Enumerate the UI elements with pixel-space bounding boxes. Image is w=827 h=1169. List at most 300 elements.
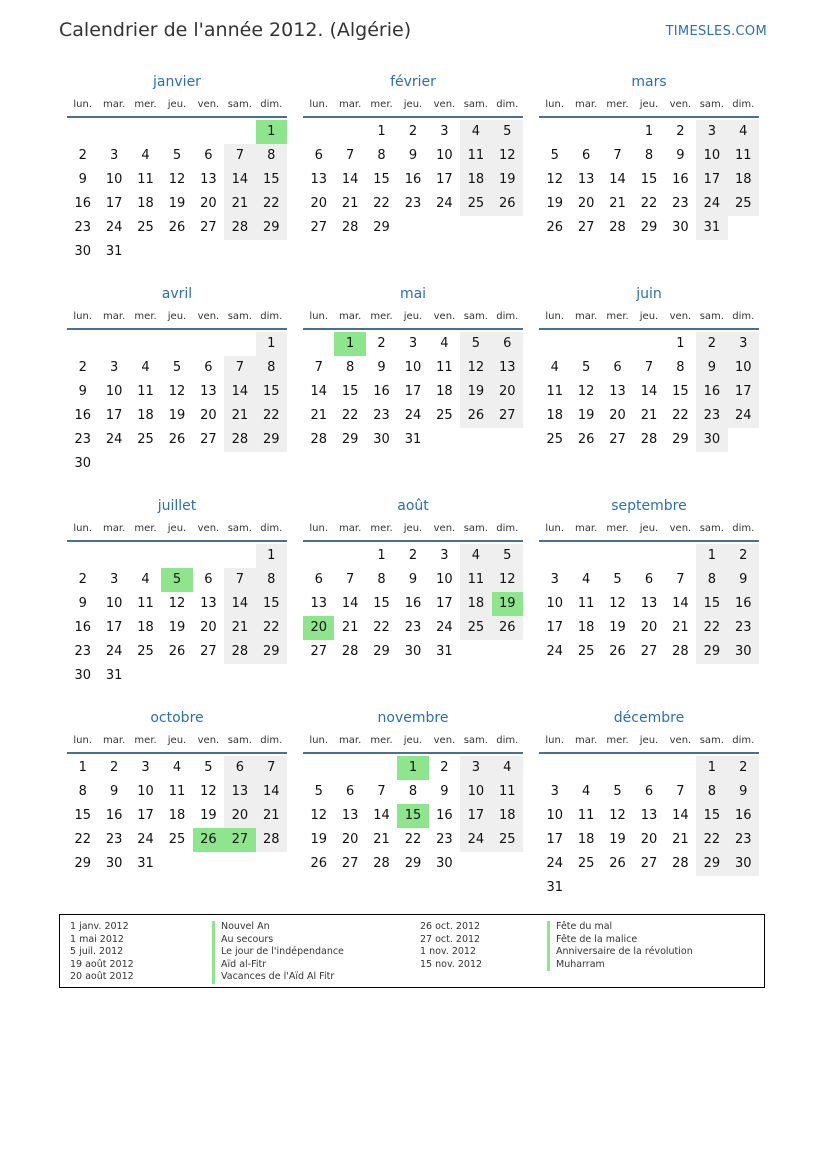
day-cell: 30 [373,432,390,447]
day-cell: 6 [581,148,591,163]
empty-cell [193,544,224,568]
day-cell: 5 [172,148,182,163]
weekday-label: ven. [197,99,220,110]
weekday-label: mar. [103,311,126,322]
day-cell: 3 [550,784,559,799]
day-cell: 25 [436,408,453,423]
page-title: Calendrier de l'année 2012. (Algérie) [59,19,412,41]
day-cell: 22 [696,828,727,852]
day-cell: 5 [460,332,491,356]
day-grid [67,120,287,264]
day-cell: 19 [200,808,217,823]
day-cell: 6 [644,572,654,587]
day-cell: 1 [644,124,654,139]
day-cell: 30 [436,856,453,871]
day-cell: 1 [78,760,87,775]
day-cell: 24 [404,408,422,423]
day-cell: 22 [74,832,91,847]
weekday-header [67,305,287,330]
empty-cell [193,452,224,476]
day-cell: 16 [105,808,123,823]
day-cell: 3 [109,148,119,163]
weekday-label: jeu. [639,311,659,322]
empty-cell [460,428,491,452]
day-cell: 4 [460,544,491,568]
day-cell: 25 [546,432,563,447]
empty-cell [161,120,192,144]
legend-holiday-name: Le jour de l'indépendance [212,946,344,959]
day-cell: 24 [137,832,154,847]
day-cell: 26 [492,616,523,640]
empty-cell [256,852,287,876]
weekday-label: mar. [103,735,126,746]
weekday-label: ven. [433,311,456,322]
empty-cell [224,664,255,688]
weekday-label: dim. [260,311,283,322]
empty-cell [161,240,192,264]
weekday-label: dim. [496,735,519,746]
day-cell: 10 [105,172,123,187]
day-cell: 11 [168,784,186,799]
day-grid [303,120,523,240]
empty-cell [665,756,696,780]
month-10 [303,708,523,916]
empty-cell [539,332,570,356]
day-cell: 6 [224,756,255,780]
empty-cell [602,756,633,780]
empty-cell [602,120,633,144]
day-cell: 27 [200,644,217,659]
day-cell: 23 [696,404,727,428]
day-cell: 13 [640,808,658,823]
weekday-label: ven. [433,523,456,534]
empty-cell [98,452,129,476]
day-cell: 7 [676,572,685,587]
empty-cell [193,120,224,144]
empty-cell [130,664,161,688]
day-cell: 27 [224,828,255,852]
day-cell: 9 [408,572,418,587]
day-cell: 9 [78,172,87,187]
day-cell: 11 [460,568,491,592]
day-cell: 15 [74,808,91,823]
weekday-label: dim. [496,99,519,110]
day-cell: 24 [728,404,759,428]
day-cell: 21 [672,620,689,635]
day-cell: 28 [224,640,255,664]
weekday-label: sam. [227,735,252,746]
months-grid [67,72,759,916]
day-cell: 28 [224,216,255,240]
weekday-label: lun. [309,311,329,322]
weekday-label: mer. [134,99,157,110]
day-cell: 17 [404,384,422,399]
day-cell: 17 [105,408,123,423]
day-cell: 13 [310,596,327,611]
empty-cell [633,876,664,900]
day-cell: 28 [640,432,658,447]
day-cell: 12 [492,144,523,168]
day-cell: 17 [105,620,123,635]
empty-cell [161,852,192,876]
holiday-legend [59,914,765,988]
month-0 [67,72,287,280]
day-cell: 18 [460,592,491,616]
weekday-label: sam. [699,311,724,322]
empty-cell [460,640,491,664]
day-cell: 18 [460,168,491,192]
day-cell: 26 [577,432,595,447]
day-cell: 31 [105,668,123,683]
day-cell: 23 [105,832,123,847]
day-cell: 30 [728,852,759,876]
day-cell: 4 [492,756,523,780]
empty-cell [224,240,255,264]
empty-cell [303,120,334,144]
day-cell: 25 [137,432,154,447]
day-cell: 23 [672,196,689,211]
empty-cell [193,240,224,264]
day-cell: 10 [105,384,123,399]
day-cell: 16 [436,808,453,823]
month-name: mars [631,74,667,90]
legend-holiday-name: Muharram [547,959,693,972]
day-cell: 18 [728,168,759,192]
month-8 [539,496,759,704]
day-cell: 22 [640,196,658,211]
empty-cell [602,876,633,900]
weekday-label: mar. [339,311,362,322]
day-cell: 13 [200,384,217,399]
empty-cell [161,664,192,688]
day-grid [539,544,759,664]
day-cell: 24 [460,828,491,852]
day-cell: 23 [404,196,422,211]
day-cell: 4 [141,572,150,587]
day-cell: 2 [78,148,87,163]
day-cell: 19 [492,168,523,192]
day-cell: 25 [460,192,491,216]
day-cell: 25 [168,832,186,847]
legend-holiday-name: Fête de la malice [547,934,693,947]
day-cell: 22 [256,192,287,216]
day-cell: 2 [408,124,418,139]
day-cell: 2 [728,544,759,568]
day-cell: 27 [492,404,523,428]
day-cell: 13 [492,356,523,380]
legend-left-dates [70,921,134,984]
day-cell: 4 [141,360,150,375]
day-cell: 16 [74,620,91,635]
weekday-label: ven. [669,735,692,746]
day-cell: 13 [609,384,626,399]
day-cell: 18 [137,196,154,211]
day-cell: 22 [672,408,689,423]
legend-date: 1 janv. 2012 [70,921,129,932]
empty-cell [492,852,523,876]
month-name: juin [636,286,662,302]
weekday-label: lun. [73,99,93,110]
weekday-label: lun. [545,523,565,534]
empty-cell [539,756,570,780]
weekday-label: lun. [545,99,565,110]
day-cell: 8 [676,360,685,375]
weekday-label: dim. [260,735,283,746]
empty-cell [303,544,334,568]
day-cell: 27 [577,220,595,235]
day-cell: 1 [397,756,428,780]
day-cell: 28 [672,644,689,659]
day-cell: 18 [546,408,563,423]
weekday-label: mer. [134,735,157,746]
day-cell: 16 [696,380,727,404]
day-cell: 24 [546,856,563,871]
weekday-label: mar. [103,523,126,534]
empty-cell [492,428,523,452]
empty-cell [224,120,255,144]
day-cell: 29 [696,640,727,664]
day-cell: 2 [676,124,685,139]
day-cell: 19 [460,380,491,404]
day-cell: 4 [728,120,759,144]
day-cell: 25 [137,220,154,235]
day-cell: 21 [341,196,359,211]
day-cell: 21 [224,404,255,428]
weekday-label: sam. [463,311,488,322]
day-cell: 8 [377,148,386,163]
weekday-label: ven. [433,99,456,110]
weekday-label: ven. [197,523,220,534]
day-cell: 3 [550,572,559,587]
day-cell: 16 [404,172,422,187]
day-cell: 31 [137,856,154,871]
day-cell: 31 [404,432,422,447]
day-cell: 30 [105,856,123,871]
day-cell: 25 [577,856,595,871]
day-cell: 15 [397,804,428,828]
day-cell: 8 [377,572,386,587]
day-cell: 5 [492,544,523,568]
month-name: juillet [157,498,197,514]
day-cell: 1 [256,332,287,356]
empty-cell [570,876,601,900]
weekday-label: sam. [463,99,488,110]
day-cell: 17 [436,596,453,611]
day-cell: 3 [408,336,418,351]
day-cell: 14 [256,780,287,804]
empty-cell [130,332,161,356]
legend-holiday-name: Nouvel An [212,921,344,934]
day-cell: 19 [492,592,523,616]
day-cell: 10 [546,596,563,611]
day-cell: 22 [256,404,287,428]
day-cell: 9 [78,596,87,611]
weekday-label: mar. [575,311,598,322]
day-cell: 12 [609,596,626,611]
day-cell: 11 [436,360,453,375]
day-cell: 11 [728,144,759,168]
day-cell: 8 [408,784,418,799]
day-cell: 9 [78,384,87,399]
day-cell: 3 [696,120,727,144]
day-cell: 7 [345,572,355,587]
month-5 [539,284,759,492]
day-cell: 30 [672,220,689,235]
legend-right-dates [420,921,482,971]
day-cell: 13 [200,172,217,187]
weekday-label: mer. [134,523,157,534]
day-cell: 19 [609,620,626,635]
day-cell: 29 [341,432,359,447]
weekday-label: dim. [732,311,755,322]
day-cell: 4 [460,120,491,144]
weekday-label: mer. [370,523,393,534]
day-cell: 24 [696,192,727,216]
weekday-header [539,729,759,754]
weekday-label: jeu. [167,735,187,746]
weekday-label: jeu. [403,311,423,322]
day-cell: 6 [613,360,622,375]
day-cell: 9 [728,568,759,592]
day-cell: 26 [310,856,327,871]
day-cell: 12 [200,784,217,799]
day-cell: 21 [640,408,658,423]
empty-cell [570,332,601,356]
month-4 [303,284,523,492]
brand-link[interactable]: TIMESLES.COM [665,24,767,39]
day-cell: 28 [373,856,390,871]
weekday-label: lun. [545,735,565,746]
day-cell: 13 [341,808,359,823]
day-cell: 6 [204,148,213,163]
day-cell: 12 [546,172,563,187]
empty-cell [366,756,397,780]
day-cell: 14 [224,592,255,616]
day-cell: 12 [577,384,595,399]
day-cell: 3 [109,360,119,375]
weekday-label: mar. [339,735,362,746]
weekday-label: mer. [606,735,629,746]
day-cell: 17 [460,804,491,828]
empty-cell [492,216,523,240]
month-1 [303,72,523,280]
day-cell: 29 [404,856,422,871]
day-cell: 16 [373,384,390,399]
day-cell: 14 [672,808,689,823]
month-name: janvier [153,74,201,90]
day-cell: 24 [546,644,563,659]
day-cell: 20 [640,620,658,635]
day-grid [67,332,287,476]
day-cell: 26 [460,404,491,428]
weekday-label: dim. [732,735,755,746]
day-cell: 5 [613,572,622,587]
day-cell: 9 [676,148,685,163]
day-grid [67,544,287,688]
month-name: mai [399,286,427,302]
day-cell: 27 [609,432,626,447]
weekday-label: ven. [197,735,220,746]
weekday-label: mer. [606,99,629,110]
day-cell: 7 [256,756,287,780]
legend-date: 5 juil. 2012 [70,946,124,957]
day-cell: 1 [676,336,685,351]
legend-holiday-name: Vacances de l'Aïd Al Fitr [212,971,344,984]
day-cell: 27 [310,220,327,235]
day-cell: 5 [581,360,591,375]
empty-cell [161,452,192,476]
day-cell: 2 [440,760,449,775]
legend-date: 1 mai 2012 [70,933,124,945]
empty-cell [570,756,601,780]
weekday-label: sam. [699,99,724,110]
legend-date: 26 oct. 2012 [420,921,481,932]
weekday-label: jeu. [403,735,423,746]
weekday-label: ven. [433,735,456,746]
day-cell: 22 [341,408,359,423]
day-cell: 7 [224,568,255,592]
day-cell: 17 [546,832,563,847]
day-cell: 4 [440,336,449,351]
legend-holiday-name: Fête du mal [547,921,693,934]
empty-cell [460,852,491,876]
empty-cell [602,332,633,356]
day-cell: 13 [200,596,217,611]
day-cell: 14 [224,168,255,192]
weekday-label: dim. [496,523,519,534]
day-cell: 19 [609,832,626,847]
day-cell: 2 [377,336,386,351]
day-cell: 12 [168,384,186,399]
day-cell: 6 [644,784,654,799]
weekday-label: jeu. [639,99,659,110]
empty-cell [633,332,664,356]
weekday-label: dim. [496,311,519,322]
empty-cell [193,664,224,688]
day-cell: 28 [672,856,689,871]
month-7 [303,496,523,704]
day-cell: 14 [310,384,327,399]
weekday-label: sam. [699,523,724,534]
day-cell: 19 [168,196,186,211]
day-cell: 23 [74,220,91,235]
weekday-header [303,93,523,118]
day-cell: 17 [546,620,563,635]
empty-cell [570,120,601,144]
legend-right-names [547,921,693,971]
day-cell: 29 [256,428,287,452]
day-cell: 18 [137,408,154,423]
day-cell: 8 [78,784,87,799]
day-cell: 10 [137,784,154,799]
day-cell: 18 [137,620,154,635]
day-cell: 7 [345,148,355,163]
day-cell: 29 [256,216,287,240]
weekday-label: sam. [227,99,252,110]
day-cell: 15 [341,384,359,399]
empty-cell [334,120,365,144]
legend-date: 27 oct. 2012 [420,933,481,945]
day-cell: 11 [546,384,563,399]
empty-cell [334,544,365,568]
day-cell: 28 [341,220,359,235]
day-cell: 8 [345,360,355,375]
day-cell: 31 [105,244,123,259]
day-cell: 23 [728,616,759,640]
empty-cell [256,664,287,688]
weekday-label: lun. [73,311,93,322]
day-cell: 4 [581,572,591,587]
